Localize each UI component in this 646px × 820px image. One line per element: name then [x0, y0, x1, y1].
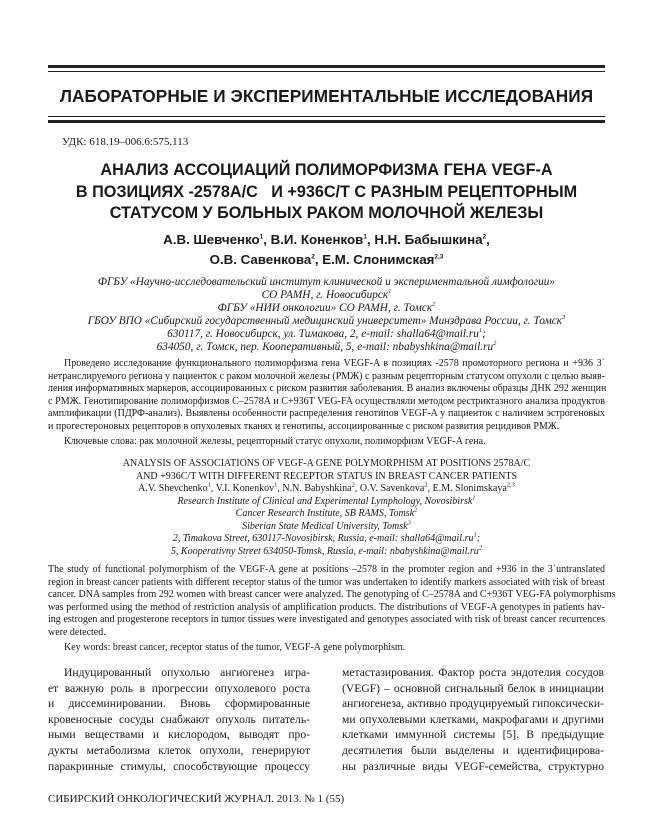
affil-mark: 2 [424, 481, 428, 489]
article-title-ru [48, 160, 605, 225]
affiliation-line [48, 315, 605, 328]
affil-mark: 2,3 [434, 253, 444, 261]
abstract-line: were detected. [48, 626, 106, 638]
affiliation-line [48, 328, 605, 341]
affiliation-line [48, 302, 605, 315]
affiliation-line [48, 341, 605, 354]
affiliations-en [48, 496, 605, 559]
body-line: и диссеминировании. Вновь сформированные [48, 697, 310, 711]
body-column-left [48, 665, 310, 774]
affiliation-text: Cancer Research Institute, SB RAMS, Tomsk [235, 508, 415, 519]
abstract-line: cancer. DNA samples from 292 women with breast cancer were analyzed. The genotyping of C–2578A and C+936T VEG-FA polymorphisms [48, 589, 616, 601]
header-rule-bottom-thick [48, 120, 605, 123]
body-line: паракринные стимулы, способствующие процессу [48, 759, 310, 773]
author: A.V. Shevchenko [138, 483, 208, 494]
author: , V.I. Konenkov [210, 483, 275, 494]
body-column-right [342, 665, 604, 774]
title-line: СТАТУСОМ У БОЛЬНЫХ РАКОМ МОЛОЧНОЙ ЖЕЛЕЗЫ [109, 204, 544, 222]
body-line: (VEGF) – основной сигнальный белок в инициации [342, 681, 604, 695]
author: О.В. Савенкова [209, 252, 312, 267]
body-line: дукты метаболизма клеток опухоли, генерируют [48, 743, 310, 757]
affil-mark: 3 [407, 519, 411, 527]
udc-code: УДК: 618.19–006.6:575.113 [62, 136, 189, 148]
body-line: метастазирования. Фактор роста эндотелия сосудов [342, 666, 604, 679]
affiliation-line [48, 546, 605, 559]
separator: ; [476, 533, 481, 544]
author: , Е.М. Слонимская [314, 252, 435, 267]
body-line: десятилетия были выделены и идентифицирова- [342, 743, 604, 757]
authors-ru [48, 230, 605, 270]
body-line: клетками иммунной системы [5]. В предыдущие [342, 728, 604, 742]
affil-mark: 3 [562, 314, 566, 322]
affil-mark: 1 [473, 531, 477, 539]
abstract-line: Проведено исследование функционального полиморфизма гена VEGF-A в позициях -2578 промоторного региона и +936 3` [64, 358, 605, 369]
abstract-line: The study of functional polymorphism of the VEGF-A gene at positions –2578 in the promoter region and +936 in the 3`untranslated [48, 564, 605, 575]
affiliation-text: Research Institute of Clinical and Experimental Lymphology, Novosibirsk [177, 495, 473, 507]
affil-mark: 2 [493, 340, 497, 348]
affil-mark: 2 [432, 301, 436, 309]
affiliation-line [48, 289, 605, 302]
affiliation-text: ФГБУ «НИИ онкологии» СО РАМН, г. Томск [217, 302, 433, 314]
body-line: ными веществами и кислородом, выводят про- [48, 728, 310, 742]
author: А.В. Шевченко [163, 232, 260, 247]
affil-mark: 2 [414, 506, 418, 514]
affiliation-line [48, 276, 605, 289]
abstract-line: и прогестероновых рецепторов в опухолевых тканях и генотипы, ассоциированные с риском развития рецидивов РМЖ. [48, 420, 560, 432]
header-rule-bottom-thin [48, 116, 605, 117]
author: , O.V. Savenkova [354, 483, 425, 494]
abstract-en [48, 564, 616, 640]
affiliations-ru [48, 276, 605, 354]
affil-mark: 1 [207, 481, 211, 489]
english-header [48, 458, 605, 558]
authors-en [48, 483, 605, 496]
affiliation-text: ГБОУ ВПО «Сибирский государственный медицинский университет» Минздрава России, г. Томск [87, 315, 563, 327]
affiliation-text: 2, Timakova Street, 630117-Novosibirsk, Russia, e-mail: shalla64@mail.ru [172, 533, 474, 544]
separator: , [486, 232, 490, 247]
keywords-text: Key words: breast cancer, receptor status of the tumor, VEGF-A gene polymorphism. [64, 642, 406, 653]
keywords-ru [48, 436, 605, 449]
abstract-line: с РМЖ. Генотипирование полиморфизмов C–2578A и C+936T VEG-FA осуществляли методом рестриктазного анализа продуктов [48, 395, 605, 407]
author: , Н.Н. Бабышкина [366, 232, 483, 247]
body-line: ны различные виды VEGF-семейства, структурно [342, 759, 604, 773]
body-line: ангиогенеза, активно продуцируемый гипоксически- [342, 697, 604, 711]
body-line: ет важную роль в прогрессии опухолевого роста [48, 681, 310, 695]
body-line: кровеносные сосуды снабжают опухоль питатель- [48, 712, 310, 726]
abstract-line: амплификации (ПДРФ-анализ). Выявлены особенности распределения генотипов VEGF-A у пациенток с наличием эстрогеновых [48, 408, 605, 420]
affiliation-text: Siberian State Medical University, Tomsk [242, 520, 408, 532]
affiliation-text: СО РАМН, г. Новосибирск [261, 289, 389, 301]
affiliation-text: 630117, г. Новосибирск, ул. Тимакова, 2, e-mail: shalla64@mail.ru [167, 328, 479, 340]
title-line: АНАЛИЗ АССОЦИАЦИЙ ПОЛИМОРФИЗМА ГЕНА VEGF-A [100, 161, 553, 179]
keywords-text: Ключевые слова: рак молочной железы, рецепторный статус опухоли, полиморфизм VEGF-A гена. [64, 436, 486, 447]
affil-mark: 2 [351, 481, 355, 489]
affil-mark: 1 [472, 494, 476, 502]
abstract-ru [48, 358, 605, 434]
affil-mark: 1 [274, 481, 278, 489]
journal-footer: СИБИРСКИЙ ОНКОЛОГИЧЕСКИЙ ЖУРНАЛ. 2013. № 1 (55) [48, 793, 345, 805]
affil-mark: 2,3 [506, 481, 515, 489]
separator: ; [482, 328, 486, 340]
abstract-line: ing estrogen and progesterone receptors in tumor tissues were investigated and genotypes associated with risk of breast cancer recurrences [48, 614, 605, 626]
affil-mark: 1 [363, 233, 367, 241]
keywords-en [48, 642, 605, 655]
author: , E.M. Slonimskaya [427, 483, 507, 494]
affil-mark: 2 [482, 233, 487, 241]
title-line: В ПОЗИЦИЯХ -2578A/C И +936C/T С РАЗНЫМ РЕЦЕПТОРНЫМ [75, 182, 578, 201]
title-en-line: AND +936C/T WITH DIFFERENT RECEPTOR STATUS IN BREAST CANCER PATIENTS [135, 470, 518, 482]
affiliation-line [48, 521, 605, 534]
abstract-line: нетранслируемого региона у пациенток с раком молочной железы (РМЖ) с разным рецепторным статусом опухоли с целью выяв- [48, 370, 605, 382]
header-rule-top-thick [48, 65, 605, 68]
abstract-line: ления информативных маркеров, ассоциированных с риском развития заболевания. В анализ включены образцы ДНК 292 женщин [48, 383, 607, 395]
affil-mark: 2 [478, 544, 483, 552]
author: , В.И. Коненков [263, 232, 364, 247]
affiliation-text: ФГБУ «Научно-исследовательский институт клинической и экспериментальной лимфологии» [97, 276, 556, 288]
affil-mark: 1 [478, 327, 483, 335]
affiliation-line [48, 533, 605, 546]
abstract-line: was performed using the method of restriction analysis of amplification products. The distributions of VEGF-A genotypes in patients hav- [48, 601, 605, 613]
affil-mark: 1 [388, 288, 392, 296]
abstract-line: region in breast cancer patients with different receptor status of the tumor was undertaken to identify markers associated with risk of breast [48, 576, 605, 588]
affiliation-line [48, 496, 605, 509]
body-line: ми опухолевыми клетками, макрофагами и другими [342, 712, 604, 726]
title-en-line: ANALYSIS OF ASSOCIATIONS OF VEGF-A GENE POLYMORPHISM AT POSITIONS 2578A/C [122, 458, 531, 469]
affiliation-text: 634050, г. Томск, пер. Кооперативный, 5, e-mail: nbabyshkina@mail.ru [156, 341, 494, 353]
affiliation-text: 5, Kooperativny Street 634050-Tomsk, Russia, e-mail: nbabyshkina@mail.ru [170, 545, 479, 557]
section-heading: ЛАБОРАТОРНЫЕ И ЭКСПЕРИМЕНТАЛЬНЫЕ ИССЛЕДОВАНИЯ [59, 86, 594, 106]
author: , N.N. Babyshkina [277, 483, 352, 494]
header-rule-top-thin [48, 71, 605, 72]
body-line: Индуцированный опухолью ангиогенез игра- [64, 666, 310, 679]
affil-mark: 1 [259, 233, 264, 241]
affil-mark: 2 [311, 253, 315, 261]
affiliation-line [48, 508, 605, 521]
